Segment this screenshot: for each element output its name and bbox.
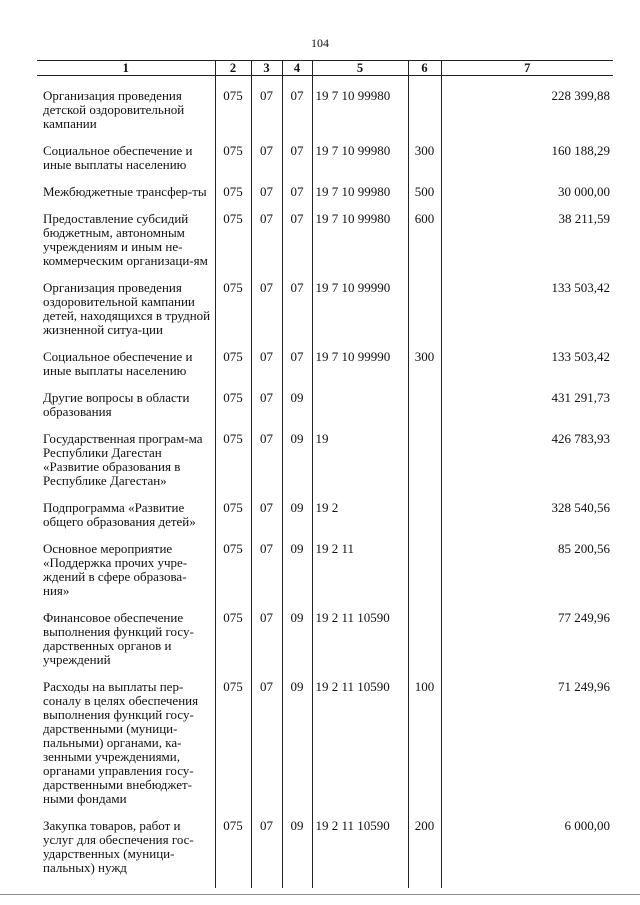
row-name-cell: Предоставление субсидий бюджетным, автономным учреждениям и иным не-коммерческим организаци-ям bbox=[43, 211, 208, 268]
row-name-cell: Социальное обеспечение и иные выплаты населению bbox=[43, 349, 193, 378]
row-name-cell: Государственная програм-ма Республики Дагестан «Развитие образования в Республике Дагестан» bbox=[43, 431, 203, 488]
row-name-cell: Другие вопросы в области образования bbox=[43, 390, 190, 419]
row-subsection-cell: 09 bbox=[282, 391, 312, 419]
header-col-1: 1 bbox=[37, 61, 215, 76]
row-section-cell: 07 bbox=[251, 212, 282, 268]
table-row bbox=[37, 611, 613, 667]
table-row bbox=[37, 185, 613, 199]
page-number: 104 bbox=[311, 36, 329, 50]
row-target-code-cell: 19 7 10 99980 bbox=[312, 89, 408, 131]
row-target-code-cell: 19 2 11 10590 bbox=[312, 819, 408, 875]
row-subsection-cell: 09 bbox=[282, 680, 312, 806]
row-admin-code-cell: 075 bbox=[215, 611, 251, 667]
row-admin-code-cell: 075 bbox=[215, 819, 251, 875]
row-amount-cell: 30 000,00 bbox=[441, 185, 613, 199]
row-name-cell: Социальное обеспечение и иные выплаты населению bbox=[43, 143, 193, 172]
row-expense-type-cell bbox=[408, 391, 441, 419]
header-col-6: 6 bbox=[408, 61, 441, 76]
row-expense-type-cell: 300 bbox=[408, 350, 441, 378]
header-col-2: 2 bbox=[215, 61, 251, 76]
row-name-cell: Закупка товаров, работ и услуг для обеспечения гос-ударственных (муници-пальных) нужд bbox=[43, 818, 194, 875]
row-subsection-cell: 07 bbox=[282, 281, 312, 337]
row-section-cell: 07 bbox=[251, 185, 282, 199]
row-target-code-cell: 19 7 10 99980 bbox=[312, 212, 408, 268]
row-amount-cell: 133 503,42 bbox=[441, 350, 613, 378]
row-subsection-cell: 09 bbox=[282, 542, 312, 598]
table-row bbox=[37, 281, 613, 337]
row-name-cell: Финансовое обеспечение выполнения функций госу-дарственных органов и учреждений bbox=[43, 610, 194, 667]
table-row bbox=[37, 391, 613, 419]
row-admin-code-cell: 075 bbox=[215, 144, 251, 172]
row-amount-cell: 133 503,42 bbox=[441, 281, 613, 337]
spacer-row bbox=[37, 875, 613, 888]
row-amount-cell: 85 200,56 bbox=[441, 542, 613, 598]
row-admin-code-cell: 075 bbox=[215, 432, 251, 488]
row-section-cell: 07 bbox=[251, 680, 282, 806]
header-col-5: 5 bbox=[312, 61, 408, 76]
row-section-cell: 07 bbox=[251, 144, 282, 172]
row-target-code-cell: 19 7 10 99990 bbox=[312, 281, 408, 337]
row-target-code-cell: 19 2 11 bbox=[312, 542, 408, 598]
row-name-cell: Основное мероприятие «Поддержка прочих учре-ждений в сфере образова-ния» bbox=[43, 541, 188, 598]
row-section-cell: 07 bbox=[251, 281, 282, 337]
row-target-code-cell: 19 7 10 99980 bbox=[312, 185, 408, 199]
row-amount-cell: 77 249,96 bbox=[441, 611, 613, 667]
row-expense-type-cell: 600 bbox=[408, 212, 441, 268]
row-amount-cell: 431 291,73 bbox=[441, 391, 613, 419]
row-expense-type-cell: 500 bbox=[408, 185, 441, 199]
row-target-code-cell: 19 2 11 10590 bbox=[312, 611, 408, 667]
page-bottom-rule bbox=[0, 894, 640, 895]
header-col-4: 4 bbox=[282, 61, 312, 76]
row-expense-type-cell: 100 bbox=[408, 680, 441, 806]
row-admin-code-cell: 075 bbox=[215, 391, 251, 419]
row-expense-type-cell bbox=[408, 611, 441, 667]
row-expense-type-cell: 300 bbox=[408, 144, 441, 172]
row-admin-code-cell: 075 bbox=[215, 185, 251, 199]
row-name-cell: Организация проведения детской оздоровительной кампании bbox=[43, 88, 185, 131]
row-section-cell: 07 bbox=[251, 391, 282, 419]
row-target-code-cell bbox=[312, 391, 408, 419]
table-row bbox=[37, 144, 613, 172]
row-amount-cell: 38 211,59 bbox=[441, 212, 613, 268]
table-row bbox=[37, 501, 613, 529]
header-col-7: 7 bbox=[441, 61, 613, 76]
row-name-cell: Подпрограмма «Развитие общего образования детей» bbox=[43, 500, 196, 529]
row-section-cell: 07 bbox=[251, 501, 282, 529]
spacer-row bbox=[37, 76, 613, 90]
table-body bbox=[37, 76, 613, 889]
header-col-3: 3 bbox=[251, 61, 282, 76]
row-section-cell: 07 bbox=[251, 542, 282, 598]
row-amount-cell: 228 399,88 bbox=[441, 89, 613, 131]
table-row bbox=[37, 89, 613, 131]
row-target-code-cell: 19 7 10 99980 bbox=[312, 144, 408, 172]
row-target-code-cell: 19 2 bbox=[312, 501, 408, 529]
row-expense-type-cell bbox=[408, 89, 441, 131]
row-subsection-cell: 07 bbox=[282, 185, 312, 199]
header-row bbox=[37, 61, 613, 76]
table-row bbox=[37, 542, 613, 598]
row-target-code-cell: 19 2 11 10590 bbox=[312, 680, 408, 806]
row-subsection-cell: 09 bbox=[282, 501, 312, 529]
row-section-cell: 07 bbox=[251, 432, 282, 488]
row-expense-type-cell bbox=[408, 501, 441, 529]
row-amount-cell: 328 540,56 bbox=[441, 501, 613, 529]
row-target-code-cell: 19 7 10 99990 bbox=[312, 350, 408, 378]
row-name-cell: Межбюджетные трансфер-ты bbox=[43, 184, 207, 199]
row-expense-type-cell: 200 bbox=[408, 819, 441, 875]
row-amount-cell: 160 188,29 bbox=[441, 144, 613, 172]
row-subsection-cell: 09 bbox=[282, 432, 312, 488]
row-section-cell: 07 bbox=[251, 819, 282, 875]
row-amount-cell: 71 249,96 bbox=[441, 680, 613, 806]
row-section-cell: 07 bbox=[251, 611, 282, 667]
row-admin-code-cell: 075 bbox=[215, 501, 251, 529]
row-section-cell: 07 bbox=[251, 350, 282, 378]
row-expense-type-cell bbox=[408, 432, 441, 488]
row-section-cell: 07 bbox=[251, 89, 282, 131]
row-admin-code-cell: 075 bbox=[215, 350, 251, 378]
row-subsection-cell: 07 bbox=[282, 89, 312, 131]
table-row bbox=[37, 432, 613, 488]
row-expense-type-cell bbox=[408, 281, 441, 337]
row-name-cell: Организация проведения оздоровительной кампании детей, находящихся в трудной жизненной ситуа-ции bbox=[43, 280, 211, 337]
budget-table bbox=[37, 60, 613, 888]
table-row bbox=[37, 212, 613, 268]
row-admin-code-cell: 075 bbox=[215, 89, 251, 131]
row-subsection-cell: 09 bbox=[282, 611, 312, 667]
row-amount-cell: 6 000,00 bbox=[441, 819, 613, 875]
table-row bbox=[37, 350, 613, 378]
row-admin-code-cell: 075 bbox=[215, 212, 251, 268]
row-subsection-cell: 07 bbox=[282, 144, 312, 172]
row-target-code-cell: 19 bbox=[312, 432, 408, 488]
table-row bbox=[37, 680, 613, 806]
row-name-cell: Расходы на выплаты пер-соналу в целях обеспечения выполнения функций госу-дарственными (муници-пальными) органами, ка-зенными учреждениями, органами управления госу-дарственными внебюджет-ными фондами bbox=[43, 679, 199, 806]
row-admin-code-cell: 075 bbox=[215, 542, 251, 598]
row-subsection-cell: 09 bbox=[282, 819, 312, 875]
row-admin-code-cell: 075 bbox=[215, 281, 251, 337]
row-subsection-cell: 07 bbox=[282, 212, 312, 268]
row-expense-type-cell bbox=[408, 542, 441, 598]
row-amount-cell: 426 783,93 bbox=[441, 432, 613, 488]
row-subsection-cell: 07 bbox=[282, 350, 312, 378]
table-row bbox=[37, 819, 613, 875]
row-admin-code-cell: 075 bbox=[215, 680, 251, 806]
